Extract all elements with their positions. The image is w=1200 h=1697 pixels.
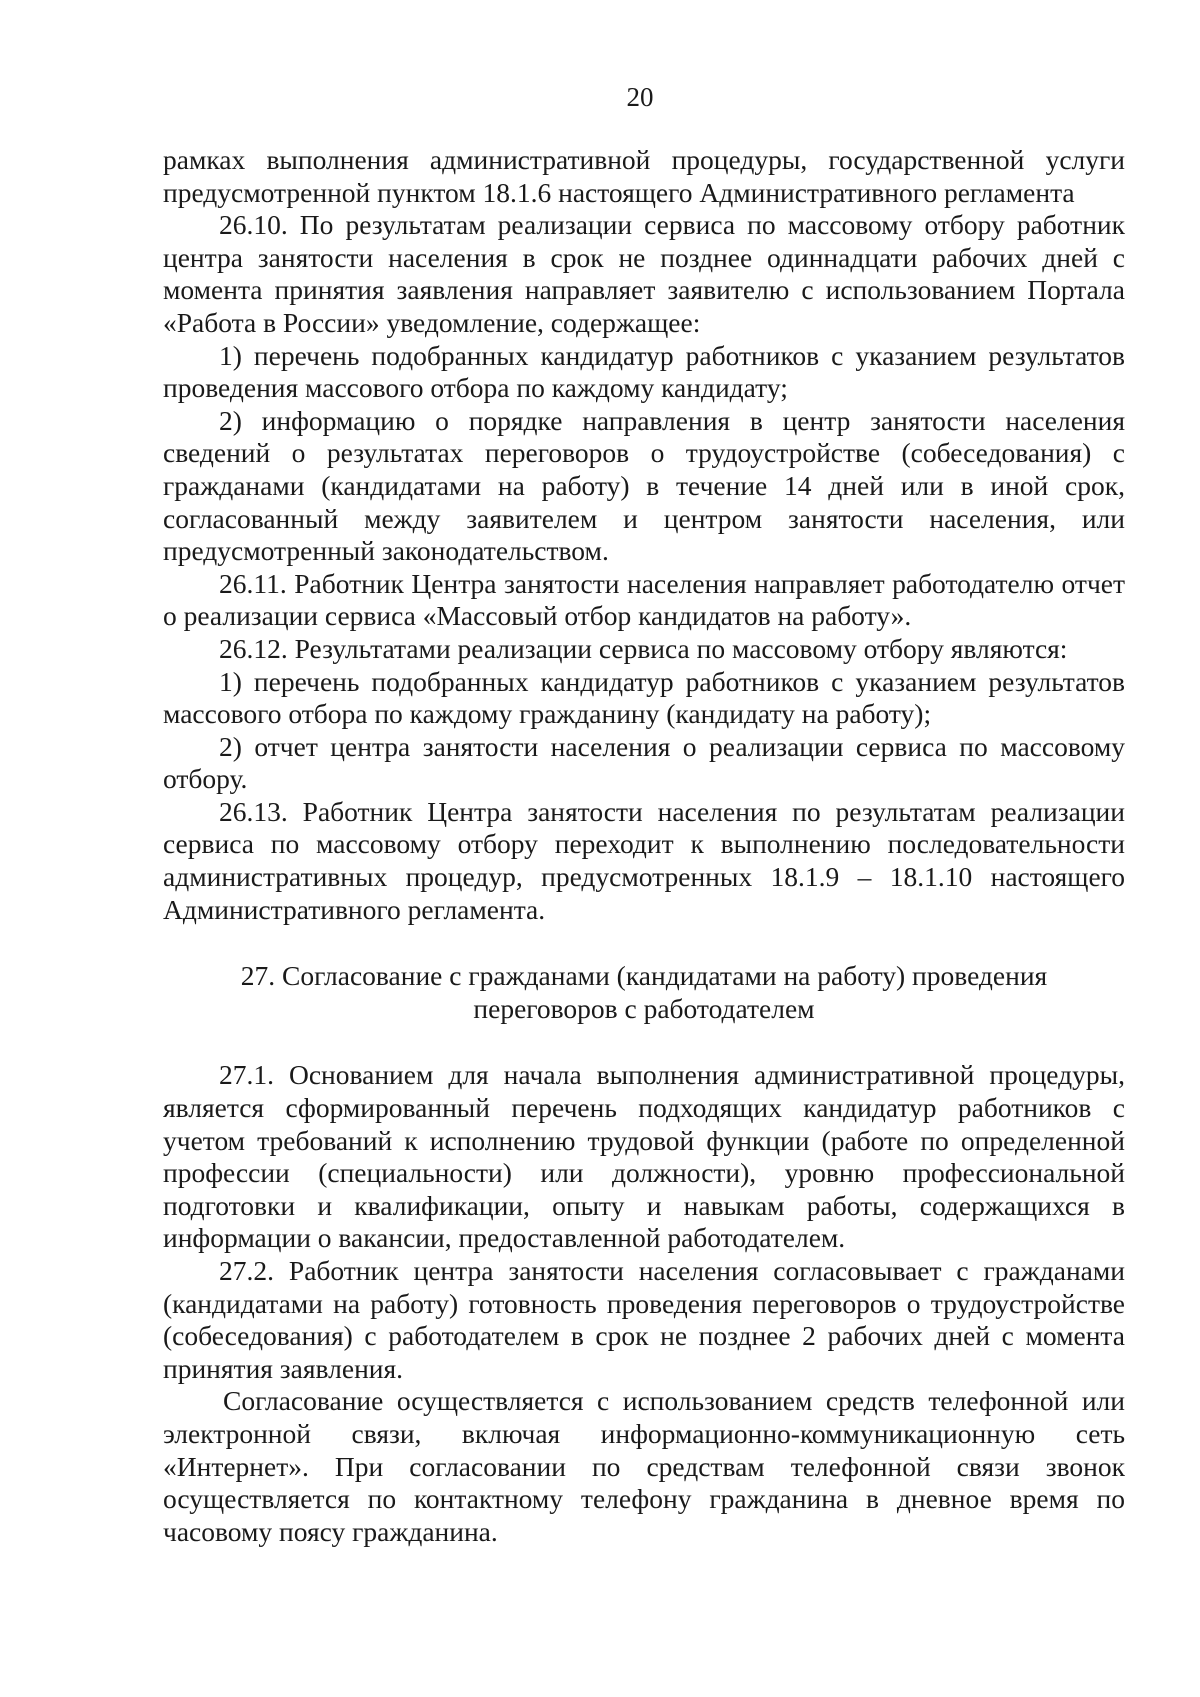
paragraph-27-2: 27.2. Работник центра занятости населения согласовывает с гражданами (кандидатами на работу) готовность проведения переговоров о трудоустройстве (собеседования) с работодателем в срок не позднее 2 рабочих дней с момента принятия заявления. (163, 1255, 1125, 1384)
paragraph-26-11: 26.11. Работник Центра занятости населения направляет работодателю отчет о реализации сервиса «Массовый отбор кандидатов на работу». (163, 567, 1125, 632)
list-item-candidates: 1) перечень подобранных кандидатур работников с указанием результатов проведения массового отбора по каждому кандидату; (163, 339, 1125, 404)
paragraph-26-13: 26.13. Работник Центра занятости населения по результатам реализации сервиса по массовому отбору переходит к выполнению последовательности административных процедур, предусмотренных 18.1.9 – 18.1.10 настоящего Административного регламента. (163, 795, 1125, 925)
document-body (163, 144, 1125, 1548)
paragraph-26-10: 26.10. По результатам реализации сервиса по массовому отбору работник центра занятости населения в срок не позднее одиннадцати рабочих дней с момента принятия заявления направляет заявителю с использованием Портала «Работа в России» уведомление, содержащее: (163, 209, 1125, 338)
paragraph-26-12: 26.12. Результатами реализации сервиса по массовому отбору являются: (219, 632, 1068, 664)
list-item-report: 2) отчет центра занятости населения о реализации сервиса по массовому отбору. (163, 730, 1125, 795)
section-heading-line-2: переговоров с работодателем (473, 992, 815, 1024)
section-heading (163, 960, 1125, 1025)
paragraph: рамках выполнения административной процедуры, государственной услуги предусмотренной пунктом 18.1.6 настоящего Административного регламента (163, 144, 1125, 208)
page-number: 20 (626, 82, 654, 112)
list-item-information: 2) информацию о порядке направления в центр занятости населения сведений о результатах переговоров о трудоустройстве (собеседования) с гражданами (кандидатами на работу) в течение 14 дней или в иной срок, согласованный между заявителем и центром занятости населения, или предусмотренный законодательством. (163, 404, 1125, 567)
paragraph-27-1: 27.1. Основанием для начала выполнения административной процедуры, является сформированный перечень подходящих кандидатур работников с учетом требований к исполнению трудовой функции (работе по определенной профессии (специальности) или должности), уровню профессиональной подготовки и квалификации, опыту и навыкам работы, содержащихся в информации о вакансии, предоставленной работодателем. (163, 1059, 1125, 1254)
paragraph-agreement: Согласование осуществляется с использованием средств телефонной или электронной связи, включая информационно-коммуникационную сеть «Интернет». При согласовании по средствам телефонной связи звонок осуществляется по контактному телефону гражданина в дневное время по часовому поясу гражданина. (163, 1385, 1125, 1547)
section-heading-line-1: 27. Согласование с гражданами (кандидатами на работу) проведения (240, 960, 1048, 992)
list-item-candidates-results: 1) перечень подобранных кандидатур работников с указанием результатов массового отбора по каждому гражданину (кандидату на работу); (163, 665, 1125, 730)
